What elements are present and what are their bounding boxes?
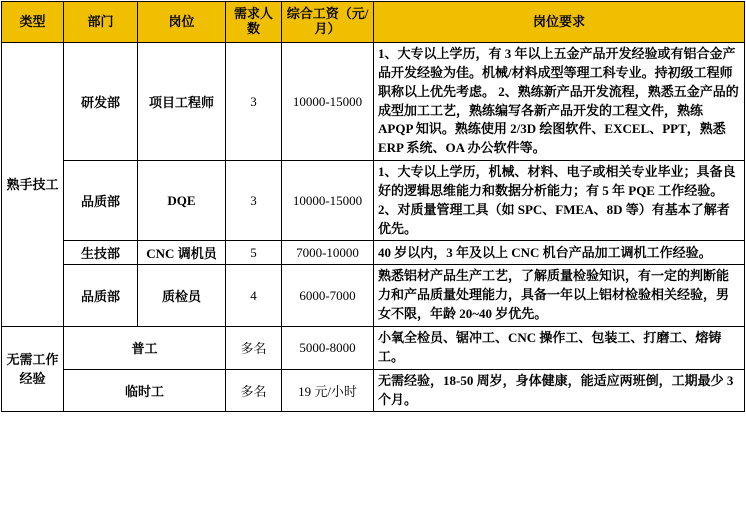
cell-headcount: 多名	[226, 326, 282, 369]
cell-headcount: 4	[226, 265, 282, 327]
cell-salary: 7000-10000	[282, 241, 374, 265]
cell-salary: 5000-8000	[282, 326, 374, 369]
cell-headcount: 5	[226, 241, 282, 265]
header-position: 岗位	[138, 2, 226, 43]
cell-requirements: 熟悉铝材产品生产工艺，了解质量检验知识，有一定的判断能力和产品质量处理能力，具备一年以上铝材检验相关经验，男女不限，年龄 20~40 岁优先。	[374, 265, 745, 327]
header-row	[2, 2, 745, 43]
cell-requirements: 小氧全检员、锯冲工、CNC 操作工、包装工、打磨工、熔铸工。	[374, 326, 745, 369]
table-body	[2, 43, 745, 412]
cell-salary: 10000-15000	[282, 161, 374, 241]
cell-position: 临时工	[64, 369, 226, 412]
cell-requirements: 40 岁以内，3 年及以上 CNC 机台产品加工调机工作经验。	[374, 241, 745, 265]
header-requirements: 岗位要求	[374, 2, 745, 43]
group-label-no-experience: 无需工作经验	[2, 326, 64, 411]
cell-salary: 6000-7000	[282, 265, 374, 327]
table-row	[2, 369, 745, 412]
table-row	[2, 43, 745, 161]
group-label-skilled: 熟手技工	[2, 43, 64, 327]
table-row	[2, 265, 745, 327]
cell-salary: 10000-15000	[282, 43, 374, 161]
table-header	[2, 2, 745, 43]
header-headcount: 需求人数	[226, 2, 282, 43]
header-salary: 综合工资（元/月）	[282, 2, 374, 43]
cell-requirements: 1、大专以上学历，机械、材料、电子或相关专业毕业；具备良好的逻辑思维能力和数据分析能力；有 5 年 PQE 工作经验。 2、对质量管理工具（如 SPC、FMEA、8D 等）有基本了解者优先。	[374, 161, 745, 241]
cell-headcount: 多名	[226, 369, 282, 412]
cell-department: 生技部	[64, 241, 138, 265]
cell-requirements: 1、大专以上学历，有 3 年以上五金产品开发经验或有铝合金产品开发经验为佳。机械/材料成型等理工科专业。持初级工程师职称以上优先考虑。 2、熟练新产品开发流程，熟悉五金产品的成型加工工艺，熟练编写各新产品开发的工程文件，熟练 APQP 知识。熟练使用 2/3D 绘图软件、EXCEL、PPT，熟悉 ERP 系统、OA 办公软件等。	[374, 43, 745, 161]
cell-headcount: 3	[226, 43, 282, 161]
table-row	[2, 326, 745, 369]
cell-position: DQE	[138, 161, 226, 241]
header-department: 部门	[64, 2, 138, 43]
cell-position: 质检员	[138, 265, 226, 327]
cell-position: 项目工程师	[138, 43, 226, 161]
table-row	[2, 161, 745, 241]
cell-department: 研发部	[64, 43, 138, 161]
cell-position: CNC 调机员	[138, 241, 226, 265]
cell-requirements: 无需经验，18-50 周岁，身体健康，能适应两班倒，工期最少 3 个月。	[374, 369, 745, 412]
cell-salary: 19 元/小时	[282, 369, 374, 412]
cell-department: 品质部	[64, 161, 138, 241]
table-row	[2, 241, 745, 265]
header-type: 类型	[2, 2, 64, 43]
cell-department: 品质部	[64, 265, 138, 327]
cell-headcount: 3	[226, 161, 282, 241]
cell-position: 普工	[64, 326, 226, 369]
job-listing-table	[1, 1, 745, 412]
